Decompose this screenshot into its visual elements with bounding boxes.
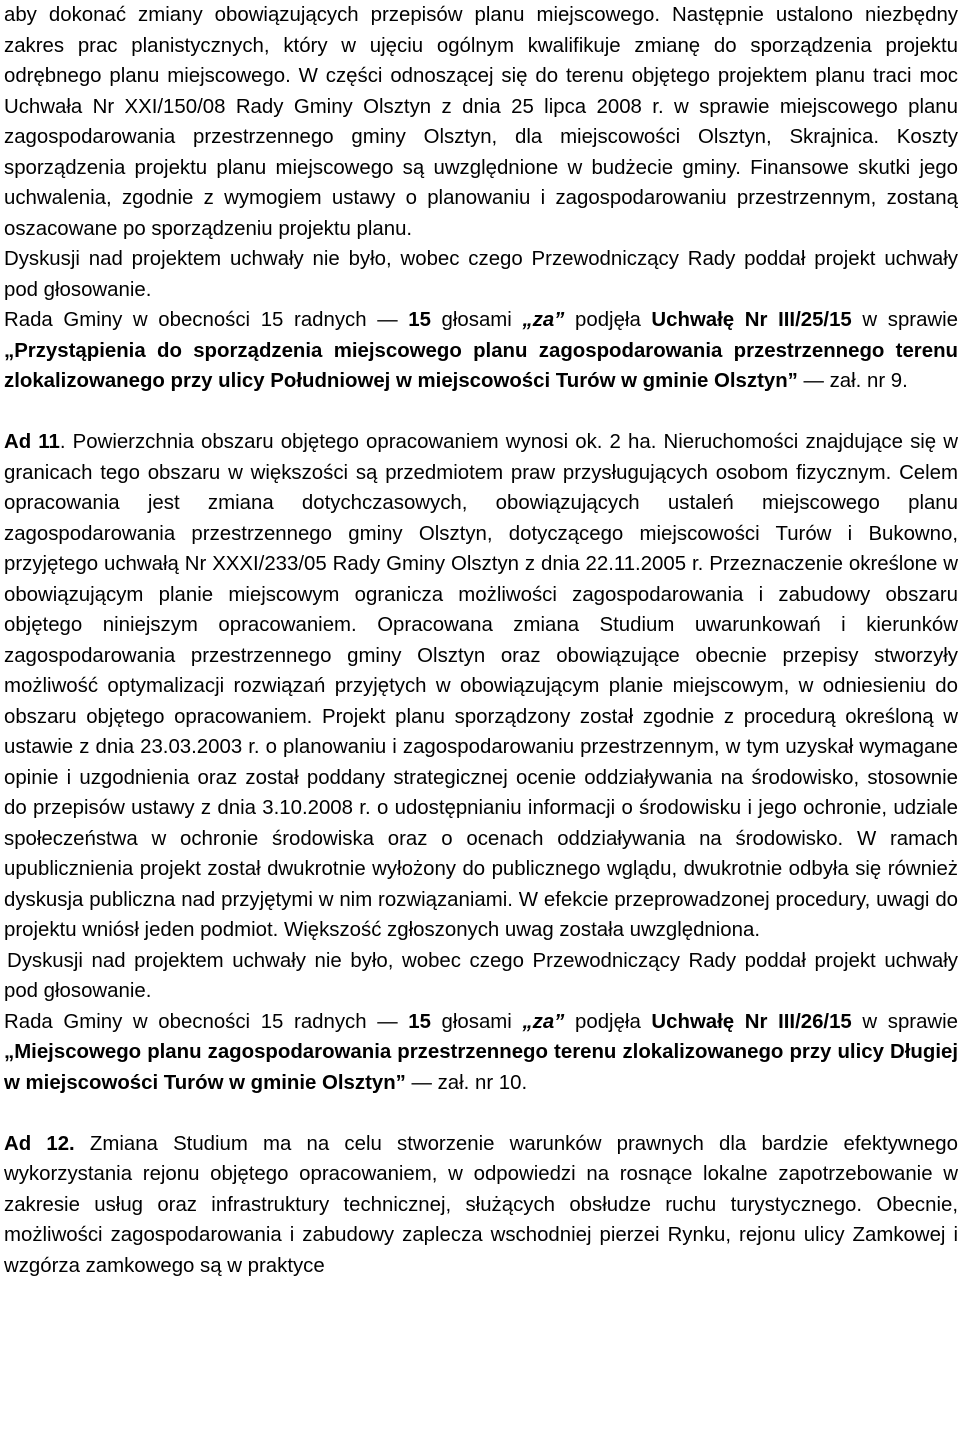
paragraph-ad-12 [4, 1129, 958, 1282]
vote-for: „za” [522, 309, 565, 331]
vote-text: w sprawie [851, 1010, 959, 1033]
spacer [4, 397, 958, 428]
document-page [4, 0, 958, 1281]
paragraph-vote-1 [4, 305, 958, 397]
vote-text: Rada Gminy w obecności 15 radnych — [4, 1010, 409, 1033]
section-label-ad-12: Ad 12. [4, 1132, 75, 1155]
vote-text: w sprawie [851, 309, 959, 331]
paragraph-planning-scope: aby dokonać zmiany obowiązujących przepisów planu miejscowego. Następnie ustalono niezbędny zakres prac planistycznych, który w ujęciu ogólnym kwalifikuje zmianę do sporządzenia projektu odrębnego planu miejscowego. W części odnoszącej się do terenu objętego projektem planu traci moc Uchwała Nr XXI/150/08 Rady Gminy Olsztyn z dnia 25 lipca 2008 r. w sprawie miejscowego planu zagospodarowania przestrzennego gminy Olsztyn, dla miejscowości Olsztyn, Skrajnica. Koszty sporządzenia projektu planu miejscowego są uwzględnione w budżecie gminy. Finansowe skutki jego uchwalenia, zgodnie z wymogiem ustawy o planowaniu i zagospodarowaniu przestrzennym, zostaną oszacowane po sporządzeniu projektu planu. [4, 4, 958, 240]
section-text-ad-12: Zmiana Studium ma na celu stworzenie warunków prawnych dla bardzie efektywnego wykorzystania rejonu objętego opracowaniem, w odpowiedzi na rosnące lokalne zapotrzebowanie w zakresie usług oraz infrastruktury technicznej, służących obsłudze ruchu turystycznego. Obecnie, możliwości zagospodarowania i zabudowy zaplecza wschodniej pierzei Rynku, rejonu ulicy Zamkowej i wzgórza zamkowego są w praktyce [4, 1132, 958, 1277]
vote-text: Rada Gminy w obecności 15 radnych — [4, 309, 409, 331]
vote-text: głosami [430, 1010, 523, 1033]
resolution-number: Uchwałę Nr III/25/15 [651, 309, 852, 331]
paragraph-discussion-1: Dyskusji nad projektem uchwały nie było, wobec czego Przewodniczący Rady poddał projekt uchwały pod głosowanie. [4, 248, 958, 301]
vote-for: „za” [522, 1010, 565, 1033]
paragraph-discussion-2: Dyskusji nad projektem uchwały nie było, wobec czego Przewodniczący Rady poddał projekt uchwały pod głosowanie. [4, 949, 958, 1002]
resolution-number: Uchwałę Nr III/26/15 [651, 1010, 852, 1033]
spacer [4, 1098, 958, 1129]
paragraph-ad-11 [4, 427, 958, 946]
vote-text: podjęła [564, 1010, 652, 1033]
vote-count: 15 [408, 309, 431, 331]
paragraph-vote-2 [4, 1007, 958, 1099]
vote-text: podjęła [564, 309, 652, 331]
attachment-ref: — zał. nr 9. [797, 370, 908, 392]
vote-text: głosami [430, 309, 523, 331]
attachment-ref: — zał. nr 10. [405, 1071, 528, 1094]
section-text-ad-11: . Powierzchnia obszaru objętego opracowaniem wynosi ok. 2 ha. Nieruchomości znajdujące się w granicach tego obszaru w większości są przedmiotem praw przysługujących osobom fizycznym. Celem opracowania jest zmiana dotychczasowych, obowiązujących ustaleń miejscowego planu zagospodarowania przestrzennego gminy Olsztyn, dotyczącego miejscowości Turów i Bukowno, przyjętego uchwałą Nr XXXI/233/05 Rady Gminy Olsztyn z dnia 22.11.2005 r. Przeznaczenie określone w obowiązującym planie miejscowym ogranicza możliwości zagospodarowania i zabudowy obszaru objętego niniejszym opracowaniem. Opracowana zmiana Studium uwarunkowań i kierunków zagospodarowania przestrzennego gminy Olsztyn oraz obowiązujące obecnie przepisy stworzyły możliwość optymalizacji rozwiązań przyjętych w obowiązującym planie miejscowym, w odniesieniu do obszaru objętego opracowaniem. Projekt planu sporządzony został zgodnie z procedurą określoną w ustawie z dnia 23.03.2003 r. o planowaniu i zagospodarowaniu przestrzennym, w tym uzyskał wymagane opinie i uzgodnienia oraz został poddany strategicznej ocenie oddziaływania na środowisko, stosownie do przepisów ustawy z dnia 3.10.2008 r. o udostępnianiu informacji o środowisku i jego ochronie, udziale społeczeństwa w ochronie środowiska oraz o ocenach oddziaływania na środowisko. W ramach upublicznienia projekt został dwukrotnie wyłożony do publicznego wglądu, dwukrotnie odbyła się również dyskusja publiczna nad przyjętymi w nim rozwiązaniami. W efekcie przeprowadzonej procedury, uwagi do projektu wniósł jeden podmiot. Większość zgłoszonych uwag została uwzględniona. [4, 431, 958, 941]
section-label-ad-11: Ad 11 [4, 431, 60, 453]
vote-count: 15 [408, 1010, 431, 1033]
resolution-title: „Miejscowego planu zagospodarowania przestrzennego terenu zlokalizowanego przy ulicy Długiej w miejscowości Turów w gminie Olsztyn” [4, 1041, 958, 1094]
resolution-title: „Przystąpienia do sporządzenia miejscowego planu zagospodarowania przestrzennego terenu zlokalizowanego przy ulicy Południowej w miejscowości Turów w gminie Olsztyn” [4, 339, 958, 392]
